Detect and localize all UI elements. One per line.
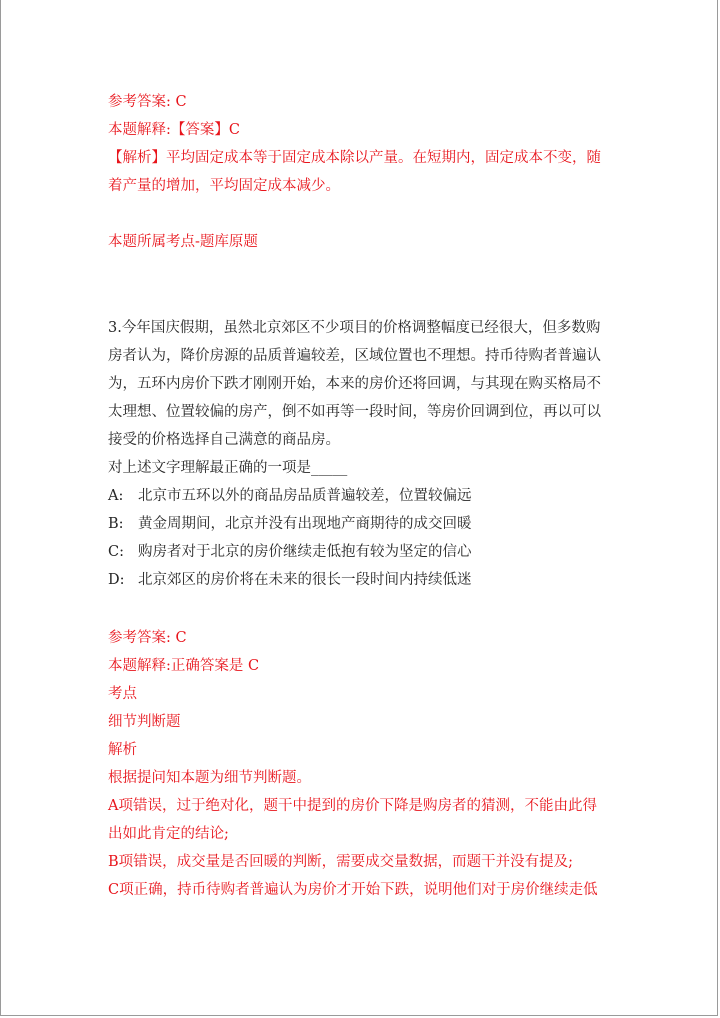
q2-explanation-header: 本题解释:【答案】C — [108, 122, 240, 138]
q3-jiexi-label: 解析 — [108, 742, 137, 758]
q3-analysis-c-line1: C项正确，持币待购者普遍认为房价才开始下跌，说明他们对于房价继续走低 — [108, 882, 598, 898]
q3-option-c — [108, 542, 472, 562]
q3-stem-line-3: 为，五环内房价下跌才刚刚开始，本来的房价还将回调，与其现在购买格局不 — [108, 376, 601, 392]
q3-option-a — [108, 486, 472, 506]
option-key: D: — [108, 572, 125, 588]
q3-jiexi-intro: 根据提问知本题为细节判断题。 — [108, 770, 311, 786]
q2-analysis-line1: 【解析】平均固定成本等于固定成本除以产量。在短期内，固定成本不变，随 — [108, 150, 601, 166]
q2-topic: 本题所属考点-题库原题 — [108, 234, 258, 250]
option-text: 北京郊区的房价将在未来的很长一段时间内持续低迷 — [138, 572, 472, 588]
q3-analysis-a-line1: A项错误，过于绝对化，题干中提到的房价下降是购房者的猜测，不能由此得 — [108, 798, 597, 814]
q3-kaodian-label: 考点 — [108, 686, 137, 702]
q3-stem-line-2: 房者认为，降价房源的品质普遍较差，区域位置也不理想。持币待购者普遍认 — [108, 348, 601, 364]
q3-stem-line-4: 太理想、位置较偏的房产，倒不如再等一段时间，等房价回调到位，再以可以 — [108, 404, 601, 420]
q3-stem-line-1: 3.今年国庆假期，虽然北京郊区不少项目的价格调整幅度已经很大，但多数购 — [108, 320, 601, 336]
q2-answer: 参考答案: C — [108, 94, 187, 110]
q3-prompt: 对上述文字理解最正确的一项是_____ — [108, 460, 348, 476]
q3-analysis-a-line2: 出如此肯定的结论; — [108, 826, 229, 842]
option-key: C: — [108, 544, 124, 560]
q3-analysis-b: B项错误，成交量是否回暖的判断，需要成交量数据，而题干并没有提及; — [108, 854, 574, 870]
option-text: 北京市五环以外的商品房品质普遍较差，位置较偏远 — [138, 488, 472, 504]
option-key: A: — [108, 488, 124, 504]
q3-explanation-header: 本题解释:正确答案是 C — [108, 658, 260, 674]
option-text: 购房者对于北京的房价继续走低抱有较为坚定的信心 — [138, 544, 472, 560]
q3-stem-line-5: 接受的价格选择自己满意的商品房。 — [108, 432, 340, 448]
option-key: B: — [108, 516, 124, 532]
q3-option-b — [108, 514, 472, 534]
option-text: 黄金周期间，北京并没有出现地产商期待的成交回暖 — [138, 516, 472, 532]
q3-kaodian-value: 细节判断题 — [108, 714, 181, 730]
q3-answer: 参考答案: C — [108, 630, 187, 646]
q3-option-d — [108, 570, 472, 590]
q2-analysis-line2: 着产量的增加，平均固定成本减少。 — [108, 178, 340, 194]
